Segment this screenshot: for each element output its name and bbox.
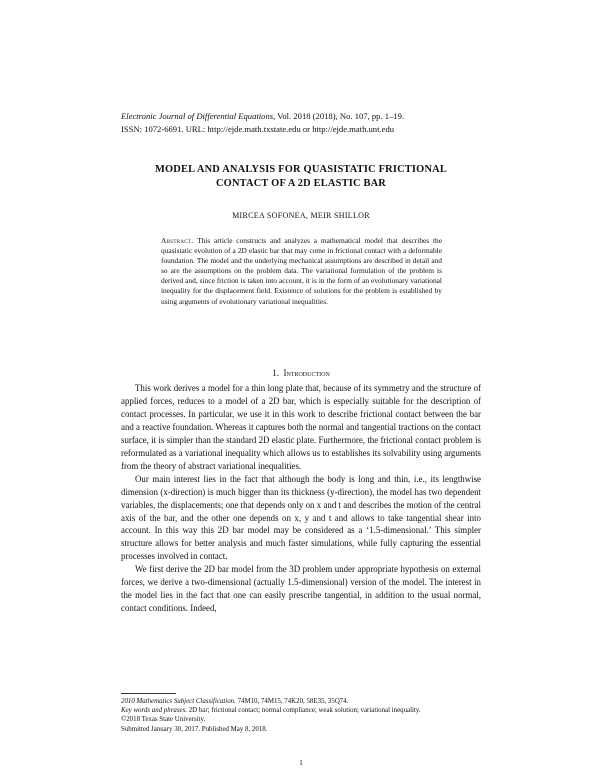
section-heading bbox=[121, 368, 481, 378]
journal-issn-line: ISSN: 1072-6691. URL: http://ejde.math.txstate.edu or http://ejde.math.unt.edu bbox=[121, 124, 395, 134]
keywords-line bbox=[121, 706, 481, 715]
journal-header bbox=[121, 110, 481, 136]
page-number: 1 bbox=[299, 758, 303, 767]
copyright: ©2018 Texas State University. bbox=[121, 716, 206, 724]
paper-title bbox=[121, 163, 481, 191]
body-text bbox=[121, 382, 481, 615]
journal-name: Electronic Journal of Differential Equations bbox=[121, 111, 274, 121]
section-number: 1. bbox=[272, 368, 279, 378]
submission-dates: Submitted January 30, 2017. Published May 8, 2018. bbox=[121, 725, 268, 733]
journal-volume: , Vol. 2018 (2018), No. 107, pp. 1–19. bbox=[273, 111, 405, 121]
section-name: Introduction bbox=[283, 368, 330, 378]
paragraph-3: We first derive the 2D bar model from the 3D problem under appropriate hypothesis on external forces, we derive a two-dimensional (actually 1.5-dimensional) version of the model. The interest in the model lies in the fact that one can easily prescribe tangential, in addition to the usual normal, contact conditions. Indeed, bbox=[121, 564, 481, 614]
footnote bbox=[121, 697, 481, 734]
authors: MIRCEA SOFONEA, MEIR SHILLOR bbox=[232, 211, 370, 220]
footnote-rule bbox=[121, 693, 176, 694]
abstract-text: This article constructs and analyzes a mathematical model that describes the quasistatic evolution of a 2D elastic bar that may come in frictional contact with a deformable foundation. The model and the underlying mechanical assumptions are described in detail and so are the assumptions on the problem data. The variational formulation of the problem is derived and, since friction is taken into account, it is in the form of an evolutionary variational inequality for the displacement field. Existence of solutions for the problem is established by using arguments of evolutionary variational inequalities. bbox=[161, 236, 443, 306]
paragraph-1: This work derives a model for a thin long plate that, because of its symmetry and the structure of applied forces, reduces to a model of a 2D bar, which is especially suitable for the description of contact processes. In particular, we use it in this work to describe frictional contact between the bar and a reactive foundation. Whereas it captures both the normal and tangential tractions on the contact surface, it is simpler than the standard 2D elastic plate. Furthermore, the frictional contact problem is reformulated as a variational inequality which allows us to establishes its solvability using arguments from the theory of abstract variational inequalities. bbox=[121, 383, 481, 471]
msc-label: 2010 Mathematics Subject Classification. bbox=[121, 698, 236, 705]
journal-citation-line bbox=[121, 110, 481, 123]
paragraph-2: Our main interest lies in the fact that although the body is long and thin, i.e., its lengthwise dimension (x-direction) is much bigger than its thickness (y-direction), the model has two dependent variables, the displacements; one that depends only on x and t and describes the motion of the central axis of the bar, and the other one depends on x, y and t and allows to take tangential shear into account. In this way this 2D bar model may be considered as a ‘1.5-dimensional.’ This simpler structure allows for better analysis and much faster simulations, while fully capturing the essential processes involved in contact. bbox=[121, 473, 481, 562]
abstract bbox=[161, 236, 442, 307]
abstract-label: Abstract. bbox=[161, 236, 194, 245]
keywords-label: Key words and phrases. bbox=[121, 707, 187, 715]
msc-codes: 74M10, 74M15, 74K20, 58E35, 35Q74. bbox=[237, 698, 349, 705]
keywords: 2D bar; frictional contact; normal compliance; weak solution; variational inequality. bbox=[188, 707, 421, 715]
title-line-1: MODEL AND ANALYSIS FOR QUASISTATIC FRICTIONAL bbox=[154, 164, 447, 175]
title-line-2: CONTACT OF A 2D ELASTIC BAR bbox=[215, 178, 387, 189]
msc-line bbox=[121, 697, 481, 706]
